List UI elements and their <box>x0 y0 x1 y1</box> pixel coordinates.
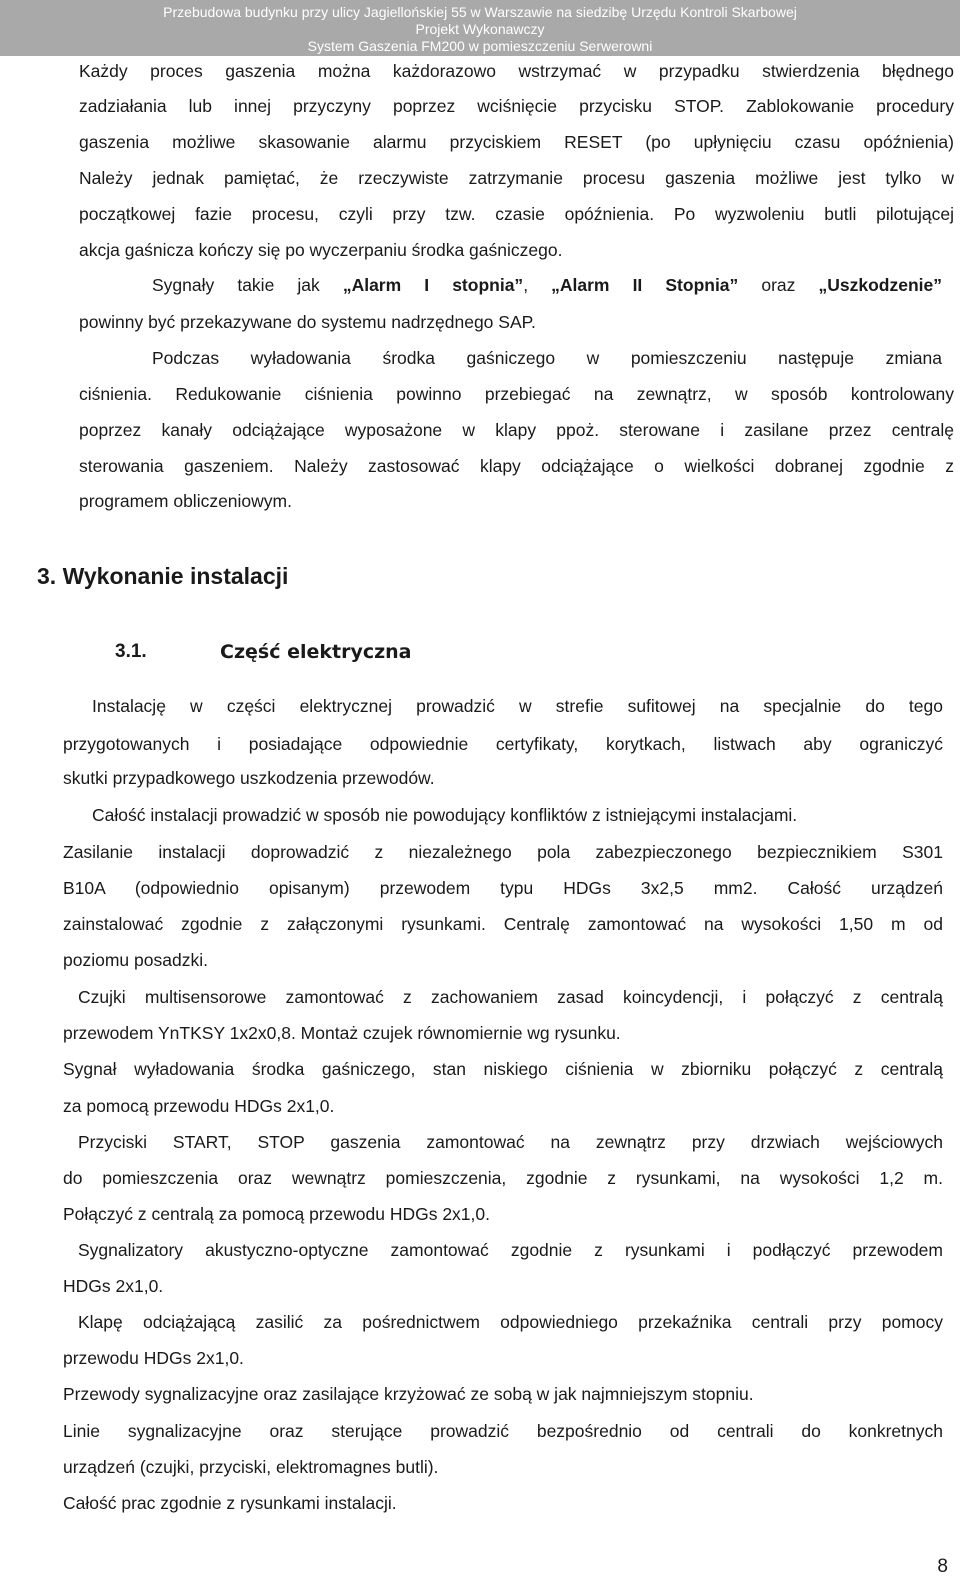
paragraph-line: zadziałania lub innej przyczyny poprzez wciśnięcie przycisku STOP. Zablokowanie procedury <box>79 96 954 116</box>
signal-name: „Uszkodzenie” <box>818 275 942 295</box>
paragraph-line: Całość prac zgodnie z rysunkami instalacji. <box>63 1493 397 1513</box>
header-project-type: Projekt Wykonawczy <box>415 21 545 37</box>
paragraph-line: poziomu posadzki. <box>63 950 208 970</box>
paragraph-line: Przewody sygnalizacyjne oraz zasilające krzyżować ze sobą w jak najmniejszym stopniu. <box>63 1384 754 1404</box>
paragraph-line: poprzez kanały odciążające wyposażone w klapy ppoż. sterowane i zasilane przez centralę <box>79 420 954 440</box>
paragraph-line: Sygnał wyładowania środka gaśniczego, stan niskiego ciśnienia w zbiorniku połączyć z centralą <box>63 1059 943 1079</box>
paragraph-line: za pomocą przewodu HDGs 2x1,0. <box>63 1096 335 1116</box>
paragraph-line: B10A (odpowiednio opisanym) przewodem typu HDGs 3x2,5 mm2. Całość urządzeń <box>63 878 943 898</box>
paragraph-line: programem obliczeniowym. <box>79 491 292 511</box>
signal-name: „Alarm I stopnia” <box>342 275 524 295</box>
paragraph-line: sterowania gaszeniem. Należy zastosować klapy odciążające o wielkości dobranej zgodnie z <box>79 456 954 476</box>
paragraph-line: Instalację w części elektrycznej prowadzić w strefie sufitowej na specjalnie do tego <box>92 696 943 716</box>
signal-name: „Alarm II Stopnia” <box>551 275 739 295</box>
paragraph-line: Połączyć z centralą za pomocą przewodu HDGs 2x1,0. <box>63 1204 490 1224</box>
header-project-title: Przebudowa budynku przy ulicy Jagiellońskiej 55 w Warszawie na siedzibę Urzędu Kontroli Skarbowej <box>163 4 797 20</box>
paragraph-line: przygotowanych i posiadające odpowiednie certyfikaty, korytkach, listwach aby ograniczyć <box>63 734 943 754</box>
paragraph-line: HDGs 2x1,0. <box>63 1276 164 1296</box>
signals-sentence: Sygnały takie jak „Alarm I stopnia”, „Alarm II Stopnia” oraz „Uszkodzenie” <box>152 275 942 295</box>
paragraph-line: Sygnalizatory akustyczno-optyczne zamontować zgodnie z rysunkami i podłączyć przewodem <box>78 1240 943 1260</box>
section-heading: 3. Wykonanie instalacji <box>37 563 289 589</box>
paragraph-line: Przyciski START, STOP gaszenia zamontować na zewnątrz przy drzwiach wejściowych <box>78 1132 943 1152</box>
page-number: 8 <box>937 1556 948 1577</box>
paragraph-line: przewodu HDGs 2x1,0. <box>63 1348 244 1368</box>
paragraph-line: Klapę odciążającą zasilić za pośrednictwem odpowiedniego przekaźnika centrali przy pomocy <box>78 1312 943 1332</box>
paragraph-line: Linie sygnalizacyjne oraz sterujące prowadzić bezpośrednio od centrali do konkretnych <box>63 1421 943 1441</box>
paragraph-line: zainstalować zgodnie z załączonymi rysunkami. Centralę zamontować na wysokości 1,50 m od <box>63 914 943 934</box>
paragraph-line: Czujki multisensorowe zamontować z zachowaniem zasad koincydencji, i połączyć z centralą <box>78 987 943 1007</box>
header-system-name: System Gaszenia FM200 w pomieszczeniu Serwerowni <box>307 38 653 54</box>
paragraph-line: Całość instalacji prowadzić w sposób nie powodujący konfliktów z istniejącymi instalacjami. <box>92 805 798 825</box>
paragraph-line: akcja gaśnicza kończy się po wyczerpaniu środka gaśniczego. <box>79 240 563 260</box>
page-header <box>0 0 960 56</box>
paragraph-line: urządzeń (czujki, przyciski, elektromagnes butli). <box>63 1457 439 1477</box>
paragraph-line: Podczas wyładowania środka gaśniczego w pomieszczeniu następuje zmiana <box>152 348 942 368</box>
subsection-title: Część elektryczna <box>220 641 412 663</box>
paragraph-line: skutki przypadkowego uszkodzenia przewodów. <box>63 768 435 788</box>
paragraph-line: początkowej fazie procesu, czyli przy tzw. czasie opóźnienia. Po wyzwoleniu butli pilotującej <box>79 204 954 224</box>
paragraph-line: ciśnienia. Redukowanie ciśnienia powinno przebiegać na zewnątrz, w sposób kontrolowany <box>79 384 954 404</box>
paragraph-line: Każdy proces gaszenia można każdorazowo wstrzymać w przypadku stwierdzenia błędnego <box>79 61 954 81</box>
paragraph-line: gaszenia możliwe skasowanie alarmu przyciskiem RESET (po upłynięciu czasu opóźnienia) <box>79 132 954 152</box>
subsection-number: 3.1. <box>115 641 147 662</box>
paragraph-line: powinny być przekazywane do systemu nadrzędnego SAP. <box>79 312 536 332</box>
paragraph-line: do pomieszczenia oraz wewnątrz pomieszczenia, zgodnie z rysunkami, na wysokości 1,2 m. <box>63 1168 943 1188</box>
paragraph-line: Zasilanie instalacji doprowadzić z niezależnego pola zabezpieczonego bezpiecznikiem S301 <box>63 842 943 862</box>
paragraph-signals <box>152 274 942 296</box>
paragraph-line: przewodem YnTKSY 1x2x0,8. Montaż czujek równomiernie wg rysunku. <box>63 1023 621 1043</box>
paragraph-line: Należy jednak pamiętać, że rzeczywiste zatrzymanie procesu gaszenia możliwe jest tylko w <box>79 168 954 188</box>
